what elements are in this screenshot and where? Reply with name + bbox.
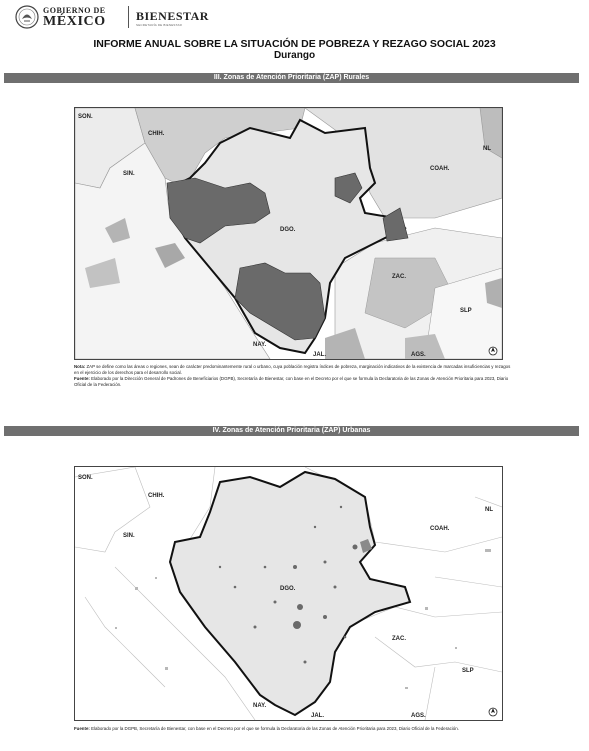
- state-label-son: SON.: [78, 114, 93, 120]
- mexico-text: MÉXICO: [43, 14, 106, 29]
- state-label-nay-urban: NAY.: [253, 703, 267, 709]
- state-label-jal: JAL.: [313, 352, 327, 358]
- state-label-zac: ZAC.: [392, 274, 406, 280]
- state-label-dgo-urban: DGO.: [280, 586, 296, 592]
- state-label-sin-urban: SIN.: [123, 533, 135, 539]
- state-label-coah: COAH.: [430, 166, 450, 172]
- page-header: [0, 0, 589, 34]
- bienestar-subtitle: SECRETARÍA DE BIENESTAR: [136, 23, 182, 27]
- source-label-urban: Fuente:: [74, 726, 90, 731]
- north-arrow-icon: [489, 708, 497, 716]
- notes-urban: [74, 726, 514, 732]
- state-label-nay: NAY.: [253, 342, 267, 348]
- state-label-dgo: DGO.: [280, 227, 296, 233]
- state-label-slp: SLP: [460, 308, 472, 314]
- bienestar-logo: BIENESTAR: [136, 9, 209, 23]
- gobierno-text: GOBIERNO DE: [43, 6, 106, 15]
- state-label-nl-urban: NL: [485, 507, 493, 513]
- state-label-son-urban: SON.: [78, 475, 93, 481]
- source-text-rural: Elaborado por la Dirección General de Padrones de Beneficiarios (DGPB), Secretaría de Bienestar, con base en el Decreto por el que se formula la Declaratoria de las Zonas de Atención Prioritaria para 2023, Diario Oficial de la Federación.: [74, 376, 509, 387]
- state-label-chih: CHIH.: [148, 131, 165, 137]
- notes-rural: [74, 364, 514, 388]
- state-label-zac-urban: ZAC.: [392, 636, 406, 642]
- north-arrow-icon: [489, 347, 497, 355]
- source-text-urban: Elaborado por la DGPB, Secretaría de Bienestar, con base en el Decreto por el que se formula la Declaratoria de las Zonas de Atención Prioritaria para 2023, Diario Oficial de la Federación.: [91, 726, 459, 731]
- note-label: Nota:: [74, 364, 86, 369]
- state-label-nl: NL: [483, 146, 491, 152]
- document-subtitle: Durango: [273, 50, 316, 61]
- map-urban: [74, 466, 503, 721]
- state-label-chih-urban: CHIH.: [148, 493, 165, 499]
- state-label-jal-urban: JAL.: [311, 713, 325, 719]
- document-title: INFORME ANUAL SOBRE LA SITUACIÓN DE POBREZA Y REZAGO SOCIAL 2023: [93, 38, 496, 50]
- section-heading-urban: IV. Zonas de Atención Prioritaria (ZAP) Urbanas: [4, 426, 579, 436]
- state-label-sin: SIN.: [123, 171, 135, 177]
- note-text: ZAP se define como las áreas o regiones, sean de carácter predominantemente rural o urbano, cuya población registra índices de pobreza, marginación indicativos de la existencia de marcadas insuficiencias y rezagos en el ejercicio de los derechos para el desarrollo social.: [74, 364, 511, 375]
- source-label-rural: Fuente:: [74, 376, 90, 381]
- state-label-slp-urban: SLP: [462, 668, 474, 674]
- state-label-ags-urban: AGS.: [411, 713, 426, 719]
- national-seal-icon: [15, 4, 39, 30]
- map-rural: [74, 107, 503, 360]
- section-heading-rural: III. Zonas de Atención Prioritaria (ZAP) Rurales: [4, 73, 579, 83]
- state-label-ags: AGS.: [411, 352, 426, 358]
- state-label-coah-urban: COAH.: [430, 526, 450, 532]
- header-divider: [128, 6, 129, 28]
